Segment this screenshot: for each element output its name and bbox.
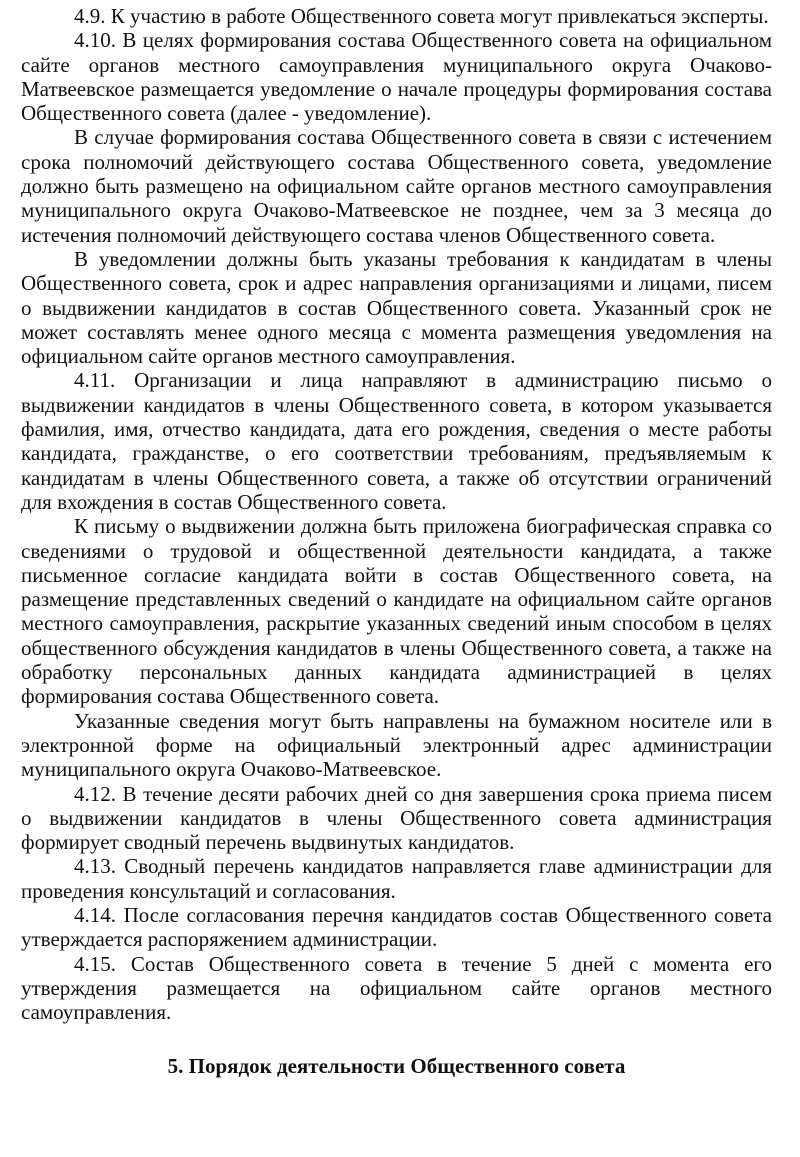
paragraph-4-14: 4.14. После согласования перечня кандидатов состав Общественного совета утверждается распоряжением администрации. — [21, 902, 772, 952]
section-heading: 5. Порядок деятельности Общественного совета — [167, 1054, 626, 1079]
paragraph-notice-requirements: В уведомлении должны быть указаны требования к кандидатам в члены Общественного совета, срок и адрес направления организациями и лицами, писем о выдвижении кандидатов в состав Общественного совета. Указанный срок не может составлять менее одного месяца с момента размещения уведомления на официальном сайте органов местного самоуправления. — [21, 246, 772, 369]
paragraph-notice-timing: В случае формирования состава Общественного совета в связи с истечением срока полномочий действующего состава Общественного совета, уведомление должно быть размещено на официальном сайте органов местного самоуправления муниципального округа Очаково-Матвеевское не позднее, чем за 3 месяца до истечения полномочий действующего состава членов Общественного совета. — [21, 125, 772, 247]
paragraph-submission-form: Указанные сведения могут быть направлены на бумажном носителе или в электронной форме на официальный электронный адрес администрации муниципального округа Очаково-Матвеевское. — [21, 708, 772, 782]
paragraph-4-9: 4.9. К участию в работе Общественного совета могут привлекаться эксперты. — [74, 4, 769, 28]
paragraph-4-10: 4.10. В целях формирования состава Общественного совета на официальном сайте органов местного самоуправления муниципального округа Очаково-Матвеевское размещается уведомление о начале процедуры формирования состава Общественного совета (далее - уведомление). — [21, 28, 772, 126]
paragraph-4-13: 4.13. Сводный перечень кандидатов направляется главе администрации для проведения консультаций и согласования. — [21, 854, 772, 903]
paragraph-4-12: 4.12. В течение десяти рабочих дней со дня завершения срока приема писем о выдвижении кандидатов в члены Общественного совета администрация формирует сводный перечень выдвинутых кандидатов. — [21, 781, 772, 855]
paragraph-4-15: 4.15. Состав Общественного совета в течение 5 дней с момента его утверждения размещается на официальном сайте органов местного самоуправления. — [21, 951, 772, 1025]
paragraph-attachments: К письму о выдвижении должна быть приложена биографическая справка со сведениями о трудовой и общественной деятельности кандидата, а также письменное согласие кандидата войти в состав Общественного совета, на размещение представленных сведений о кандидате на официальном сайте органов местного самоуправления, раскрытие указанных сведений иным способом в целях общественного обсуждения кандидатов в члены Общественного совета, а также на обработку персональных данных кандидата администрацией в целях формирования состава Общественного совета. — [21, 514, 772, 709]
paragraph-4-11: 4.11. Организации и лица направляют в администрацию письмо о выдвижении кандидатов в члены Общественного совета, в котором указывается фамилия, имя, отчество кандидата, дата его рождения, сведения о месте работы кандидата, гражданстве, о его соответствии требованиям, предъявляемым к кандидатам в члены Общественного совета, а также об отсутствии ограничений для вхождения в состав Общественного совета. — [21, 368, 772, 514]
